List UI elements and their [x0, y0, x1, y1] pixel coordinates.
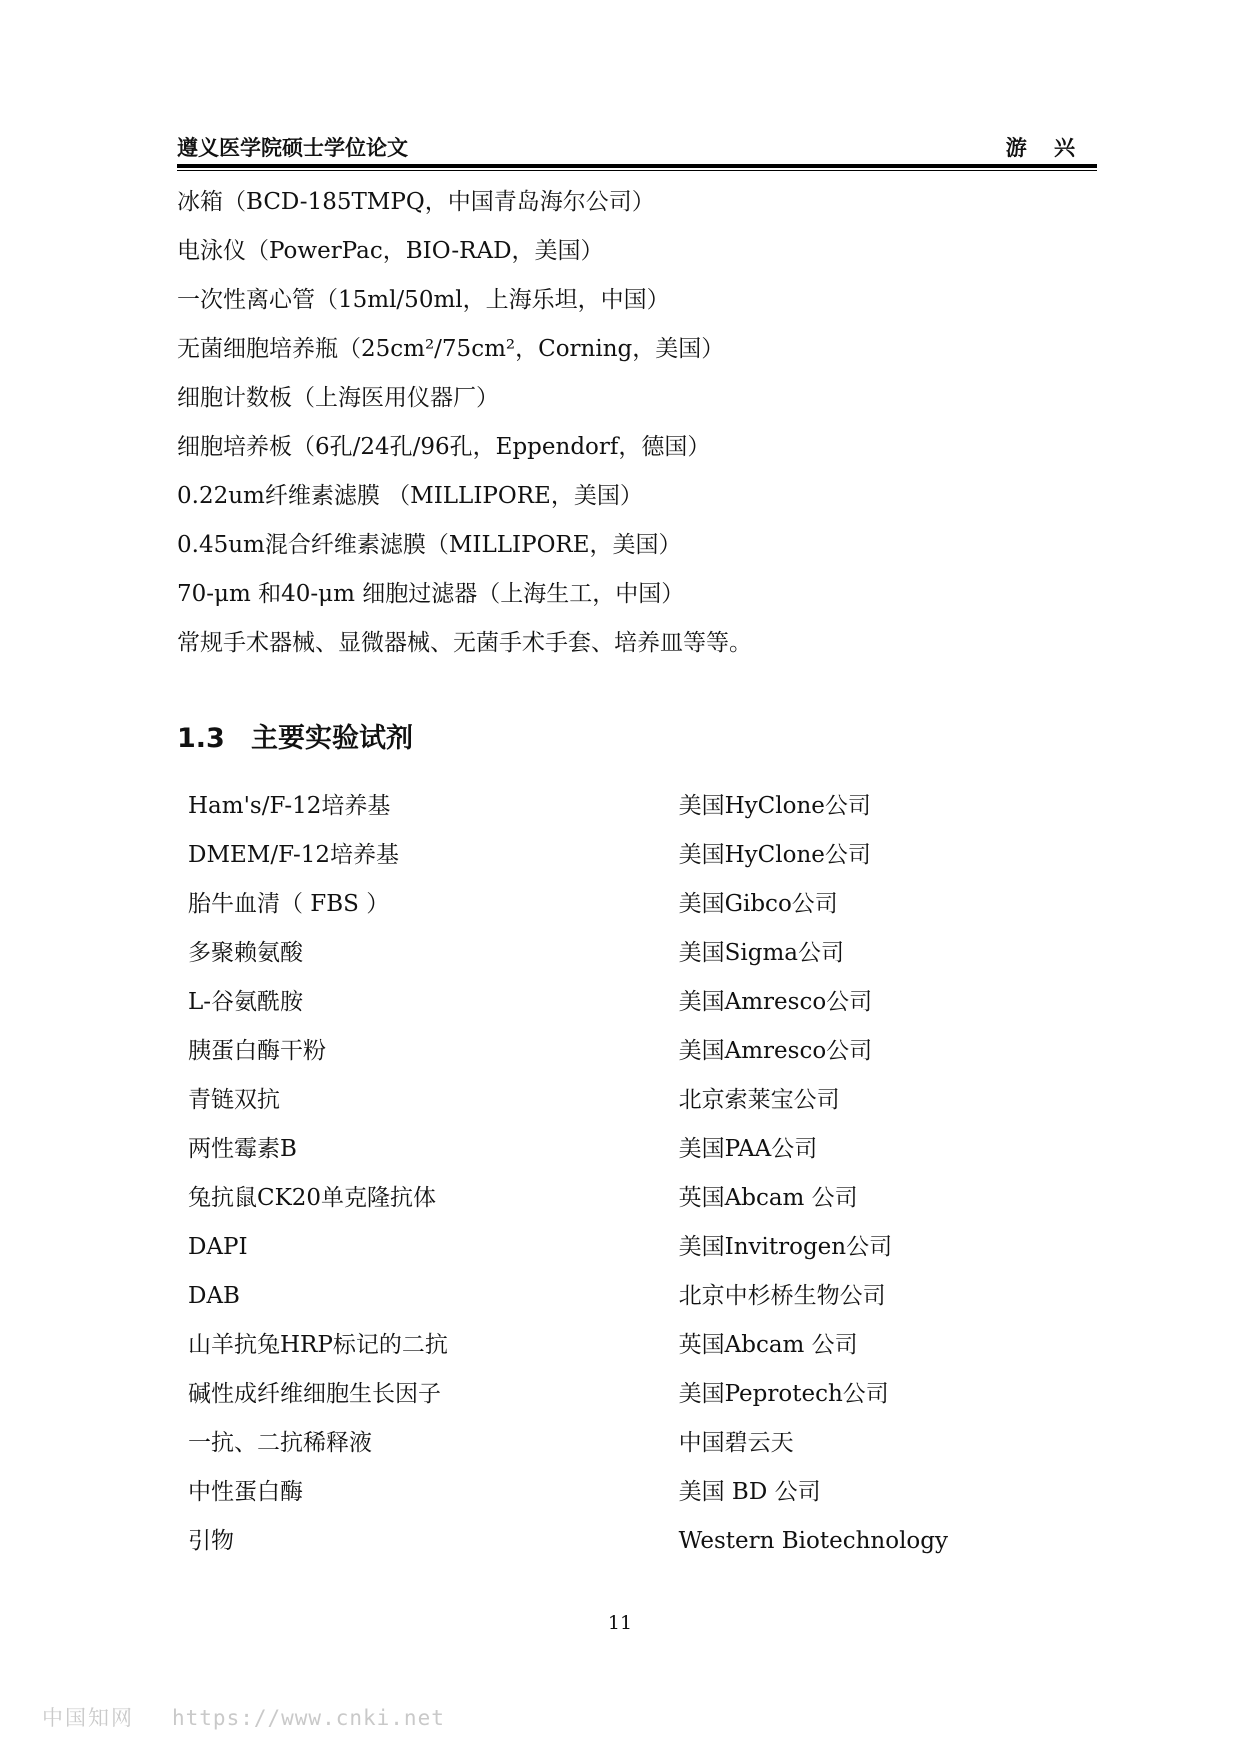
reagent-name: DAB	[188, 1283, 240, 1309]
reagent-source: 英国Abcam 公司	[678, 1185, 858, 1211]
reagent-source: 美国HyClone公司	[678, 842, 871, 868]
section-number: 1.3	[177, 723, 225, 754]
reagent-source: 英国Abcam 公司	[678, 1332, 858, 1358]
header-rule-thin	[177, 170, 1097, 171]
reagent-name: DAPI	[188, 1234, 248, 1260]
reagent-row	[188, 888, 948, 937]
page-number: 11	[607, 1612, 633, 1634]
reagent-name: 青链双抗	[188, 1087, 280, 1113]
reagent-name: 引物	[188, 1528, 234, 1554]
reagent-source: 美国PAA公司	[678, 1136, 818, 1162]
equipment-item: 无菌细胞培养瓶（25cm²/75cm²，Corning，美国）	[177, 336, 725, 362]
watermark-site-name: 中国知网	[42, 1706, 134, 1730]
reagent-source: 美国Gibco公司	[678, 891, 838, 917]
reagent-source: 美国 BD 公司	[678, 1479, 821, 1505]
watermark	[42, 1702, 445, 1732]
reagent-source: Western Biotechnology	[678, 1528, 948, 1554]
reagent-row	[188, 1525, 948, 1574]
reagent-name: 兔抗鼠CK20单克隆抗体	[188, 1185, 437, 1211]
reagent-source: 北京中杉桥生物公司	[678, 1283, 886, 1309]
reagent-table	[188, 790, 948, 1574]
reagent-source: 中国碧云天	[678, 1430, 794, 1456]
reagent-name: DMEM/F-12培养基	[188, 842, 400, 868]
section-title: 主要实验试剂	[251, 723, 413, 754]
reagent-source: 美国HyClone公司	[678, 793, 871, 819]
reagent-name: Ham's/F-12培养基	[188, 793, 391, 819]
equipment-list	[177, 184, 752, 674]
reagent-row	[188, 1280, 948, 1329]
reagent-source: 美国Invitrogen公司	[678, 1234, 893, 1260]
reagent-name: L-谷氨酰胺	[188, 989, 304, 1015]
reagent-row	[188, 1084, 948, 1133]
running-header	[177, 132, 1097, 162]
reagent-row	[188, 790, 948, 839]
section-heading	[177, 716, 413, 755]
reagent-name: 山羊抗兔HRP标记的二抗	[188, 1332, 448, 1358]
reagent-row	[188, 1182, 948, 1231]
reagent-name: 胎牛血清（ FBS ）	[188, 891, 390, 917]
equipment-item: 70-μm 和40-μm 细胞过滤器（上海生工，中国）	[177, 581, 685, 607]
author-name: 游 兴	[1005, 135, 1085, 160]
reagent-row	[188, 1329, 948, 1378]
equipment-item: 细胞培养板（6孔/24孔/96孔，Eppendorf，德国）	[177, 434, 711, 460]
equipment-item: 一次性离心管（15ml/50ml，上海乐坦，中国）	[177, 287, 670, 313]
reagent-name: 两性霉素B	[188, 1136, 297, 1162]
equipment-item: 常规手术器械、显微器械、无菌手术手套、培养皿等等。	[177, 630, 752, 656]
reagent-source: 美国Amresco公司	[678, 1038, 873, 1064]
equipment-item: 0.45um混合纤维素滤膜（MILLIPORE，美国）	[177, 532, 682, 558]
reagent-source: 美国Amresco公司	[678, 989, 873, 1015]
reagent-row	[188, 1427, 948, 1476]
header-rule-thick	[177, 164, 1097, 168]
reagent-row	[188, 839, 948, 888]
reagent-row	[188, 1231, 948, 1280]
reagent-row	[188, 1476, 948, 1525]
thesis-title: 遵义医学院硕士学位论文	[177, 135, 408, 160]
equipment-item: 0.22um纤维素滤膜 （MILLIPORE，美国）	[177, 483, 643, 509]
reagent-source: 北京索莱宝公司	[678, 1087, 840, 1113]
reagent-source: 美国Peprotech公司	[678, 1381, 889, 1407]
reagent-row	[188, 986, 948, 1035]
reagent-name: 一抗、二抗稀释液	[188, 1430, 372, 1456]
reagent-name: 多聚赖氨酸	[188, 940, 303, 966]
equipment-item: 细胞计数板（上海医用仪器厂）	[177, 385, 499, 411]
reagent-row	[188, 1133, 948, 1182]
reagent-row	[188, 1035, 948, 1084]
equipment-item: 冰箱（BCD-185TMPQ，中国青岛海尔公司）	[177, 189, 655, 215]
reagent-source: 美国Sigma公司	[678, 940, 844, 966]
reagent-row	[188, 1378, 948, 1427]
reagent-row	[188, 937, 948, 986]
watermark-url: https://www.cnki.net	[172, 1706, 445, 1730]
reagent-name: 碱性成纤维细胞生长因子	[188, 1381, 441, 1407]
reagent-name: 胰蛋白酶干粉	[188, 1038, 326, 1064]
equipment-item: 电泳仪（PowerPac，BIO-RAD，美国）	[177, 238, 604, 264]
reagent-name: 中性蛋白酶	[188, 1479, 303, 1505]
